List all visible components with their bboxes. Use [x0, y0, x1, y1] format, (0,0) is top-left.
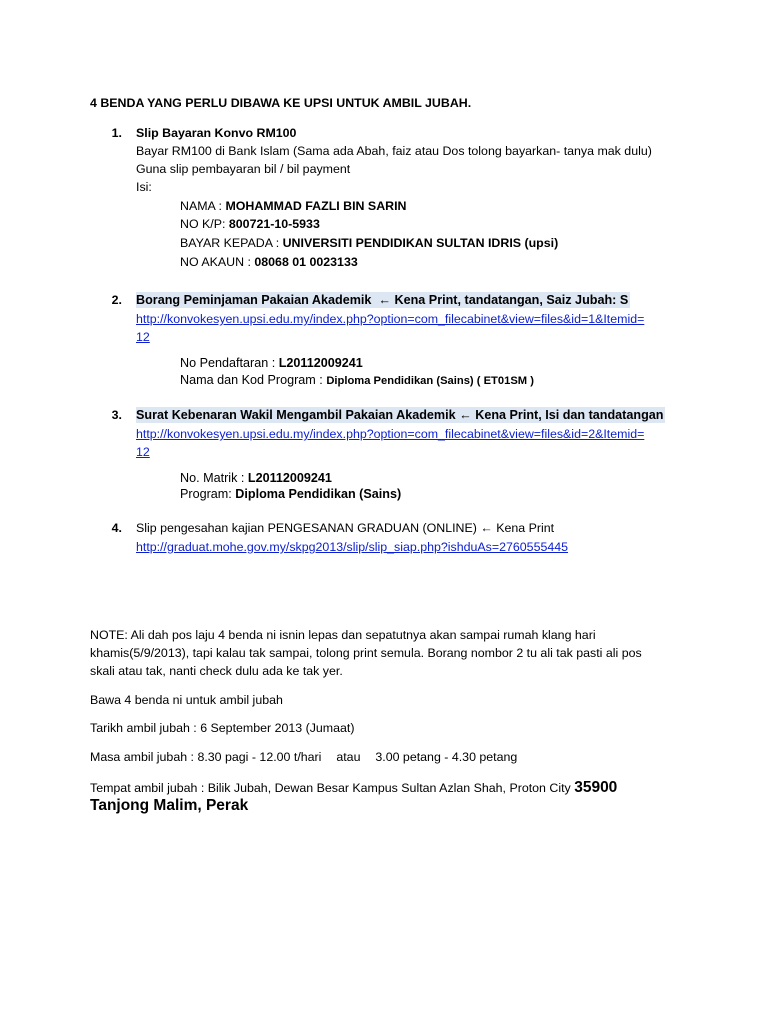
- item-2-link-cont[interactable]: [136, 329, 150, 345]
- item-2-heading-after: Kena Print, tandatangan, Saiz Jubah: S: [394, 293, 629, 307]
- item-3-link-cont[interactable]: [136, 444, 150, 460]
- item-3-number: 3.: [111, 408, 122, 422]
- detail-label: Program:: [180, 487, 236, 501]
- item-2-link-line-2[interactable]: 12: [136, 330, 150, 344]
- item-3-link-line-2[interactable]: 12: [136, 445, 150, 459]
- detail-label: Nama dan Kod Program :: [180, 373, 327, 387]
- detail-label: NO AKAUN :: [180, 255, 255, 269]
- detail-no-matrik: [180, 470, 332, 486]
- item-4-number: 4.: [111, 521, 122, 535]
- arrow-left-icon: ←: [480, 521, 493, 535]
- detail-no-kp: [180, 216, 320, 232]
- item-2-link-line-1[interactable]: http://konvokesyen.upsi.edu.my/index.php?option=com_filecabinet&view=files&id=1&Itemid=: [136, 312, 645, 326]
- item-3-link[interactable]: [136, 426, 644, 442]
- tarikh-text: Tarikh ambil jubah : 6 September 2013 (Jumaat): [90, 721, 355, 735]
- note-line-2: khamis(5/9/2013), tapi kalau tak sampai, tolong print semula. Borang nombor 2 tu ali tak pasti ali pos: [90, 646, 642, 660]
- tempat-line-1: Tempat ambil jubah : Bilik Jubah, Dewan Besar Kampus Sultan Azlan Shah, Proton City: [90, 781, 571, 795]
- masa-part-1: Masa ambil jubah : 8.30 pagi - 12.00 t/hari: [90, 750, 322, 764]
- tempat-postcode: 35900: [574, 779, 618, 796]
- arrow-left-icon: ←: [459, 408, 472, 422]
- masa-part-2: atau: [336, 750, 361, 764]
- detail-value: L20112009241: [278, 356, 363, 370]
- note-line-3: skali atau tak, nanti check dulu ada ke tak yer.: [90, 664, 343, 678]
- item-2-heading: [136, 292, 630, 308]
- item-1-line-2: Guna slip pembayaran bil / bil payment: [136, 162, 351, 176]
- detail-label: NAMA :: [180, 199, 226, 213]
- detail-nama-program: [180, 372, 534, 389]
- detail-value: UNIVERSITI PENDIDIKAN SULTAN IDRIS (upsi): [282, 236, 559, 250]
- item-3-link-line-1[interactable]: http://konvokesyen.upsi.edu.my/index.php?option=com_filecabinet&view=files&id=2&Itemid=: [136, 427, 645, 441]
- masa-part-3: 3.00 petang - 4.30 petang: [375, 750, 518, 764]
- item-1-line-3: Isi:: [136, 180, 152, 194]
- detail-bayar-kepada: [180, 235, 558, 251]
- detail-value: 08068 01 0023133: [254, 255, 358, 269]
- detail-no-akaun: [180, 254, 358, 270]
- tempat-text: [90, 780, 617, 796]
- detail-value: 800721-10-5933: [228, 217, 320, 231]
- item-4-heading-text: Slip pengesahan kajian PENGESANAN GRADUAN (ONLINE): [136, 521, 477, 535]
- bawa-text: Bawa 4 benda ni untuk ambil jubah: [90, 693, 283, 707]
- detail-value: Diploma Pendidikan (Sains): [235, 487, 402, 501]
- item-2-number: 2.: [111, 293, 122, 307]
- item-3-heading-text: Surat Kebenaran Wakil Mengambil Pakaian Akademik: [136, 408, 456, 422]
- detail-value: MOHAMMAD FAZLI BIN SARIN: [225, 199, 407, 213]
- item-1-line-1: Bayar RM100 di Bank Islam (Sama ada Abah, faiz atau Dos tolong bayarkan- tanya mak dulu): [136, 144, 652, 158]
- item-3-heading: [136, 407, 665, 423]
- note-line-1: NOTE: Ali dah pos laju 4 benda ni isnin lepas dan sepatutnya akan sampai rumah klang hari: [90, 628, 596, 642]
- detail-label: BAYAR KEPADA :: [180, 236, 283, 250]
- item-4-heading-after: Kena Print: [496, 521, 555, 535]
- detail-label: No Pendaftaran :: [180, 356, 279, 370]
- detail-label: No. Matrik :: [180, 471, 248, 485]
- detail-program: [180, 486, 401, 502]
- detail-value: Diploma Pendidikan (Sains) ( ET01SM ): [326, 375, 534, 387]
- item-4-link[interactable]: [136, 539, 568, 555]
- item-3-heading-after: Kena Print, Isi dan tandatangan: [475, 408, 664, 422]
- detail-label: NO K/P:: [180, 217, 229, 231]
- tempat-line-2: Tanjong Malim, Perak: [90, 797, 249, 814]
- item-2-link[interactable]: [136, 311, 644, 327]
- item-1-number: 1.: [111, 126, 122, 140]
- item-2-heading-text: Borang Peminjaman Pakaian Akademik: [136, 293, 372, 307]
- document-title: 4 BENDA YANG PERLU DIBAWA KE UPSI UNTUK AMBIL JUBAH.: [90, 96, 472, 110]
- detail-no-pendaftaran: [180, 355, 363, 371]
- detail-nama: [180, 198, 406, 214]
- item-4-heading: [136, 520, 554, 536]
- detail-value: L20112009241: [247, 471, 332, 485]
- item-1-heading: Slip Bayaran Konvo RM100: [136, 126, 297, 140]
- arrow-left-icon: ←: [378, 293, 392, 307]
- item-4-link-line-1[interactable]: http://graduat.mohe.gov.my/skpg2013/slip/slip_siap.php?ishduAs=2760555445: [136, 540, 569, 554]
- masa-text: [90, 749, 517, 765]
